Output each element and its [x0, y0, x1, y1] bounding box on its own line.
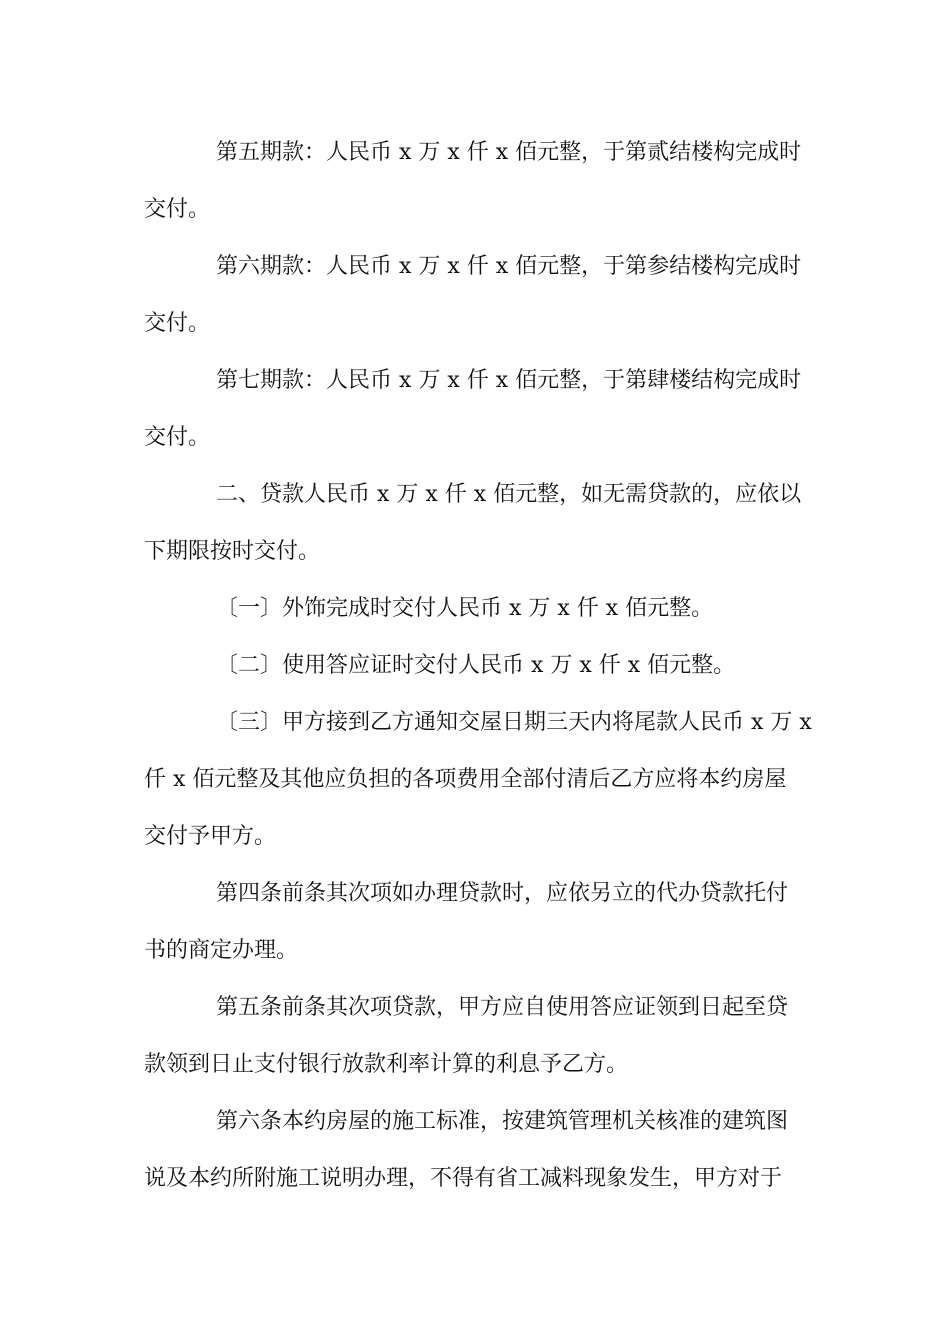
paragraph-installment-7 [144, 352, 808, 466]
text-line: 〔二〕使用答应证时交付人民币 x 万 x 仟 x 佰元整。 [216, 653, 736, 678]
text-line: 交付。 [144, 425, 211, 450]
paragraph-installment-6 [144, 238, 808, 352]
text-line: 说及本约所附施工说明办理，不得有省工减料现象发生，甲方对于 [144, 1166, 783, 1191]
text-line: 交付。 [144, 197, 211, 222]
text-line: 第六条本约房屋的施工标准，按建筑管理机关核准的建筑图 [216, 1109, 789, 1134]
text-line: 第五条前条其次项贷款，甲方应自使用答应证领到日起至贷 [216, 995, 789, 1020]
text-line: 第四条前条其次项如办理贷款时，应依另立的代办贷款托付 [216, 881, 789, 906]
paragraph-article-6 [144, 1093, 808, 1207]
text-line: 第五期款：人民币 x 万 x 仟 x 佰元整，于第贰结楼构完成时 [216, 140, 802, 165]
paragraph-item-3 [144, 694, 812, 865]
text-line: 交付予甲方。 [144, 824, 277, 849]
text-line: 下期限按时交付。 [144, 539, 321, 564]
text-line: 交付。 [144, 311, 211, 336]
text-line: 款领到日止支付银行放款利率计算的利息予乙方。 [144, 1052, 629, 1077]
text-line: 〔一〕外饰完成时交付人民币 x 万 x 仟 x 佰元整。 [216, 596, 714, 621]
text-line: 第七期款：人民币 x 万 x 仟 x 佰元整，于第肆楼结构完成时 [216, 368, 802, 393]
paragraph-item-1 [144, 580, 808, 637]
text-line: 仟 x 佰元整及其他应负担的各项费用全部付清后乙方应将本约房屋 [144, 767, 787, 792]
text-line: 〔三〕甲方接到乙方通知交屋日期三天内将尾款人民币 x 万 x [216, 710, 812, 735]
text-line: 二、贷款人民币 x 万 x 仟 x 佰元整，如无需贷款的，应依以 [216, 482, 802, 507]
paragraph-installment-5 [144, 124, 808, 238]
paragraph-article-5 [144, 979, 808, 1093]
paragraph-article-4 [144, 865, 808, 979]
paragraph-item-2 [144, 637, 808, 694]
text-line: 书的商定办理。 [144, 938, 299, 963]
text-line: 第六期款：人民币 x 万 x 仟 x 佰元整，于第参结楼构完成时 [216, 254, 802, 279]
paragraph-loan [144, 466, 808, 580]
